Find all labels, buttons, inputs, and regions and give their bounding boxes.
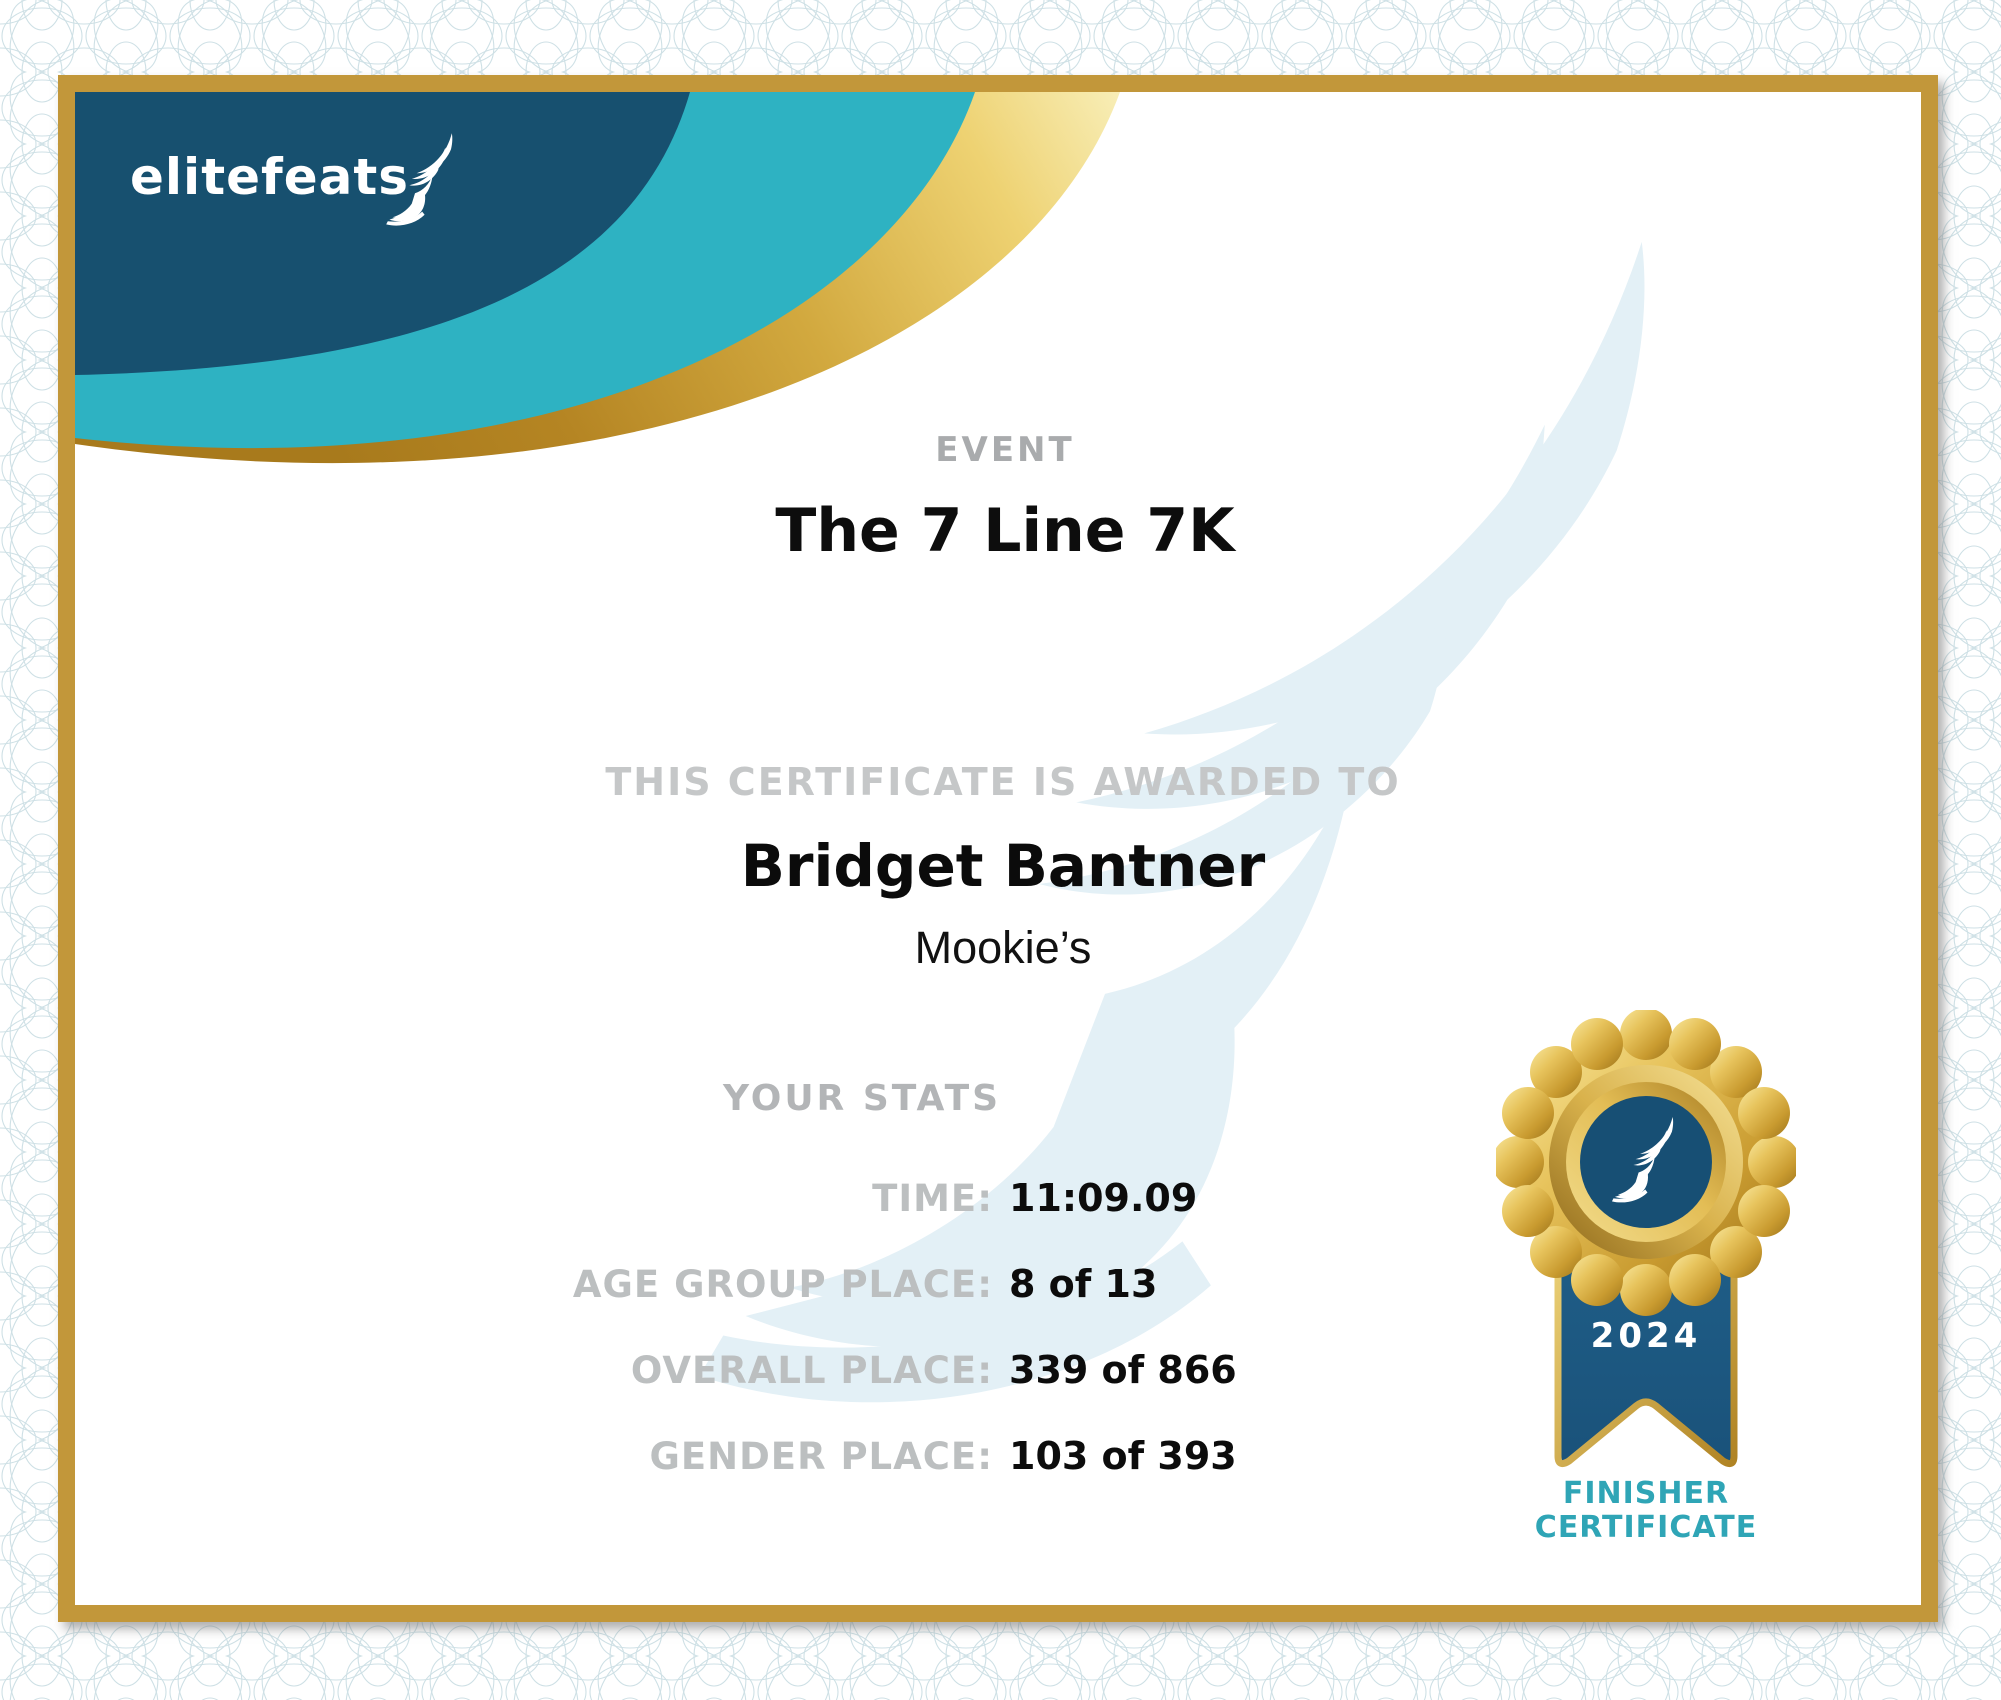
winged-foot-logo-icon (383, 130, 463, 234)
event-name: The 7 Line 7K (775, 496, 1235, 566)
stat-label: OVERALL PLACE: (630, 1349, 993, 1392)
awarded-label: THIS CERTIFICATE IS AWARDED TO (605, 760, 1401, 804)
finisher-badge (1496, 1010, 1796, 1480)
event-label: EVENT (935, 430, 1075, 470)
your-stats-label: YOUR STATS (722, 1078, 1002, 1119)
stat-value: 8 of 13 (1009, 1262, 1158, 1306)
stat-value: 339 of 866 (1009, 1348, 1237, 1392)
brand-name: elitefeats (130, 148, 410, 206)
awardee-team: Mookie’s (914, 922, 1092, 973)
stat-label: TIME: (872, 1177, 993, 1220)
finisher-label-line1: FINISHER (1562, 1476, 1730, 1511)
brand-logo (130, 148, 409, 206)
stat-value: 11:09.09 (1009, 1176, 1198, 1220)
stat-label: GENDER PLACE: (649, 1435, 993, 1478)
awardee-name: Bridget Bantner (740, 832, 1266, 900)
badge-year: 2024 (1590, 1316, 1702, 1356)
finisher-label-line2: CERTIFICATE (1534, 1510, 1758, 1545)
certificate-field (75, 92, 1921, 1605)
stat-value: 103 of 393 (1009, 1434, 1237, 1478)
stat-label: AGE GROUP PLACE: (572, 1263, 993, 1306)
gold-frame (58, 75, 1938, 1622)
